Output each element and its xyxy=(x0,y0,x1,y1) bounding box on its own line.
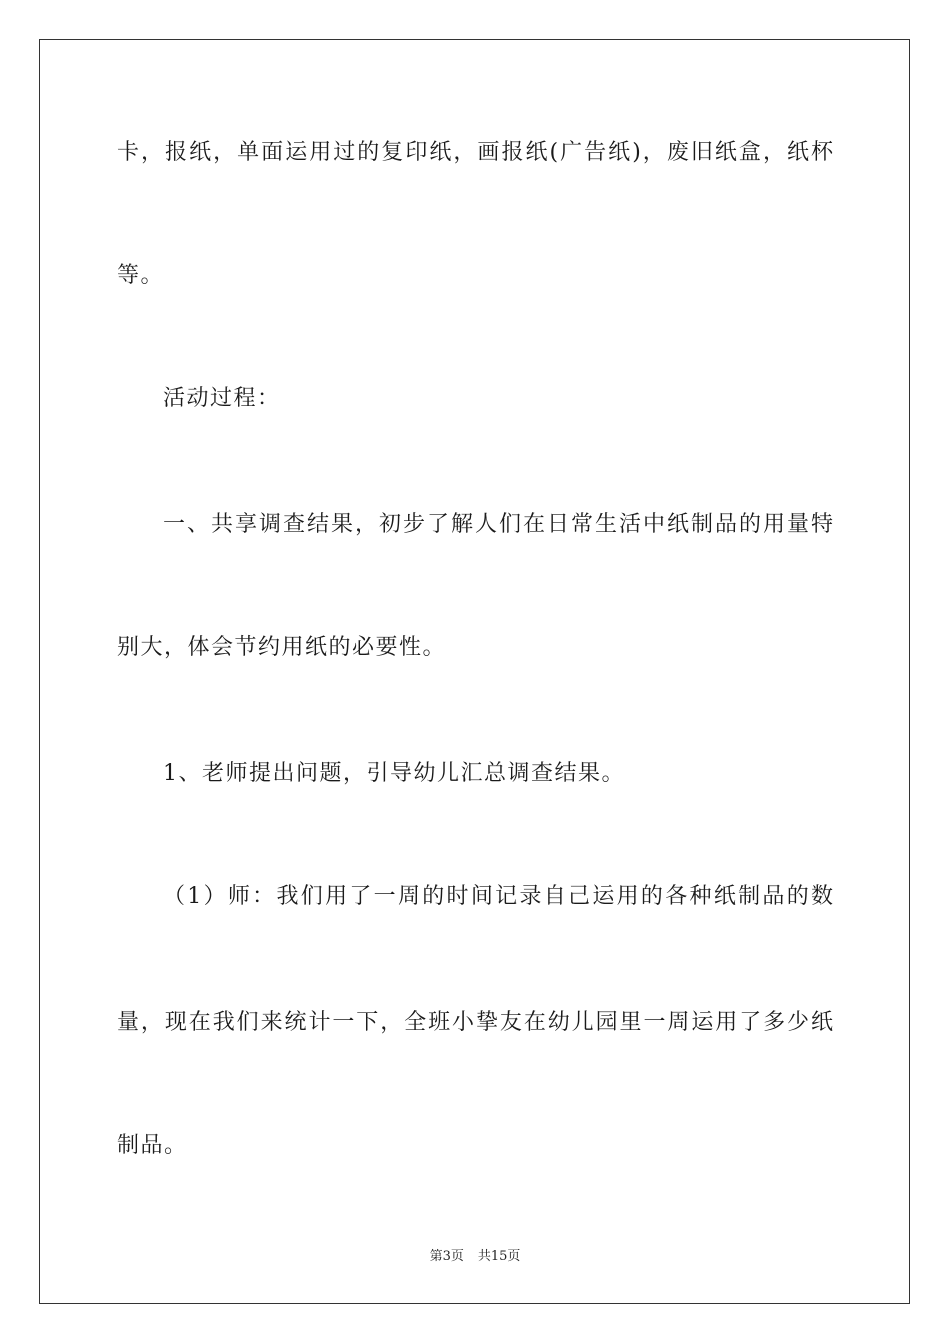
body-text-line: 制品。 xyxy=(117,1133,188,1158)
body-text-line: 1、老师提出问题，引导幼儿汇总调查结果。 xyxy=(163,761,625,786)
page-footer xyxy=(0,1248,950,1266)
page-border xyxy=(39,39,910,1304)
total-pages: 共15页 xyxy=(477,1249,521,1264)
body-text-line: 别大，体会节约用纸的必要性。 xyxy=(117,635,447,660)
body-text-line: 量，现在我们来统计一下，全班小挚友在幼儿园里一周运用了多少纸 xyxy=(117,1010,833,1035)
body-text-line: 活动过程： xyxy=(163,386,281,411)
body-text-line: （1）师：我们用了一周的时间记录自己运用的各种纸制品的数 xyxy=(163,884,833,909)
page-number: 第3页 xyxy=(429,1249,464,1264)
body-text-line: 等。 xyxy=(117,263,165,288)
body-text-line: 一、共享调查结果，初步了解人们在日常生活中纸制品的用量特 xyxy=(163,512,833,537)
body-text-line: 卡，报纸，单面运用过的复印纸，画报纸(广告纸)，废旧纸盒，纸杯 xyxy=(117,140,833,165)
